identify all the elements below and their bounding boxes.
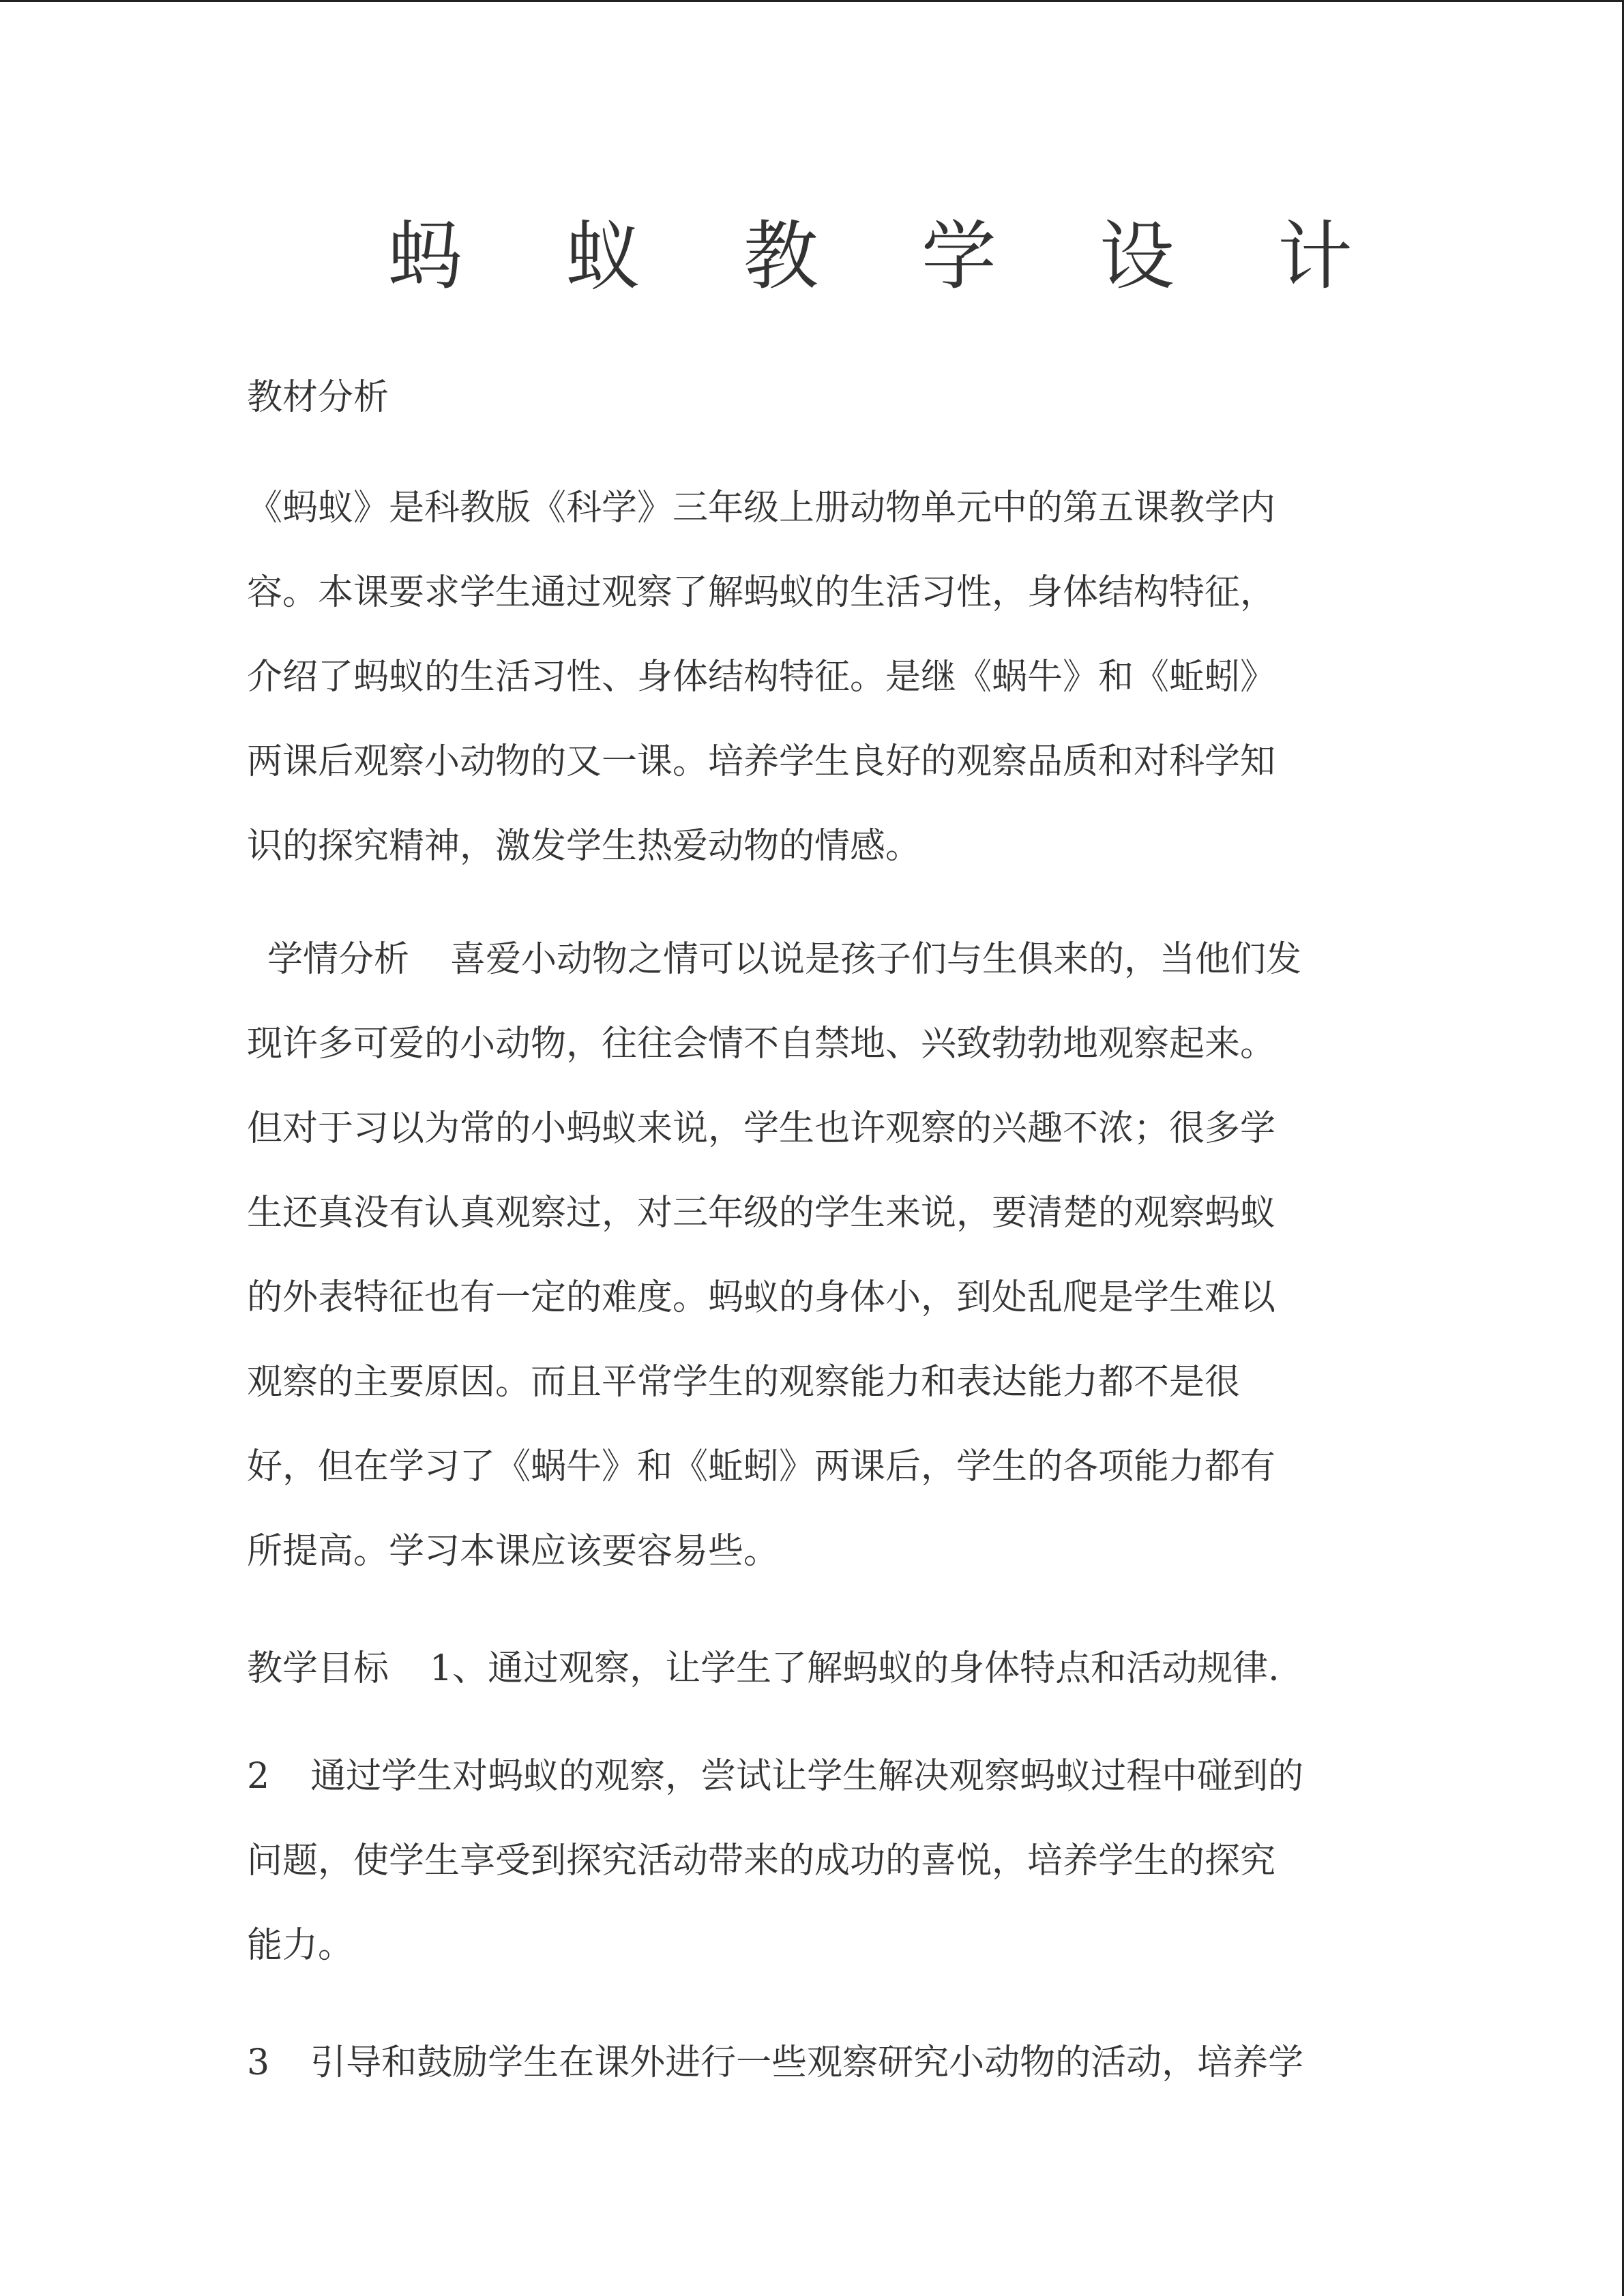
students-heading: 学情分析: [267, 939, 410, 980]
material-line-5: 识的探究精神，激发学生热爱动物的情感。: [247, 826, 921, 867]
goal-2-line-2: 问题，使学生享受到探究活动带来的成功的喜悦，培养学生的探究: [247, 1840, 1276, 1881]
goal-3-text: 引导和鼓励学生在课外进行一些观察研究小动物的活动，培养学: [310, 2042, 1304, 2083]
goal-1: 1、通过观察，让学生了解蚂蚁的身体特点和活动规律.: [430, 1648, 1280, 1689]
students-line-3: 但对于习以为常的小蚂蚁来说，学生也许观察的兴趣不浓；很多学: [247, 1108, 1276, 1149]
material-heading: 教材分析: [247, 377, 389, 418]
students-first-line-text: 喜爱小动物之情可以说是孩子们与生俱来的，当他们发: [450, 939, 1302, 980]
goal-3-number: 3: [247, 2042, 270, 2083]
students-first-line: [247, 917, 1393, 1002]
students-line-7: 好，但在学习了《蜗牛》和《蚯蚓》两课后，学生的各项能力都有: [247, 1446, 1276, 1487]
goal-2-line-1: 通过学生对蚂蚁的观察，尝试让学生解决观察蚂蚁过程中碰到的: [310, 1756, 1304, 1797]
goal-2-paragraph: [247, 1734, 1393, 1988]
document-title: 蚂 蚁 教 学 设 计: [387, 213, 1392, 300]
material-paragraph: [247, 466, 1393, 889]
material-line-2: 容。本课要求学生通过观察了解蚂蚁的生活习性，身体结构特征，: [247, 572, 1276, 613]
students-line-5: 的外表特征也有一定的难度。蚂蚁的身体小，到处乱爬是学生难以: [247, 1277, 1276, 1318]
students-line-4: 生还真没有认真观察过，对三年级的学生来说，要清楚的观察蚂蚁: [247, 1193, 1276, 1234]
goal-2-number: 2: [247, 1756, 270, 1797]
material-line-4: 两课后观察小动物的又一课。培养学生良好的观察品质和对科学知: [247, 741, 1276, 782]
goal-2-line-3: 能力。: [247, 1925, 354, 1966]
students-line-2: 现许多可爱的小动物，往往会情不自禁地、兴致勃勃地观察起来。: [247, 1024, 1276, 1064]
students-line-6: 观察的主要原因。而且平常学生的观察能力和表达能力都不是很: [247, 1362, 1241, 1403]
material-line-3: 介绍了蚂蚁的生活习性、身体结构特征。是继《蜗牛》和《蚯蚓》: [247, 657, 1276, 698]
goal-3-paragraph: [247, 2021, 1393, 2105]
students-paragraph: [247, 917, 1393, 1594]
goals-first-line: [247, 1626, 1393, 1711]
material-line-1: 《蚂蚁》是科教版《科学》三年级上册动物单元中的第五课教学内: [247, 488, 1276, 528]
students-line-8: 所提高。学习本课应该要容易些。: [247, 1531, 780, 1572]
goals-heading: 教学目标: [247, 1648, 389, 1689]
